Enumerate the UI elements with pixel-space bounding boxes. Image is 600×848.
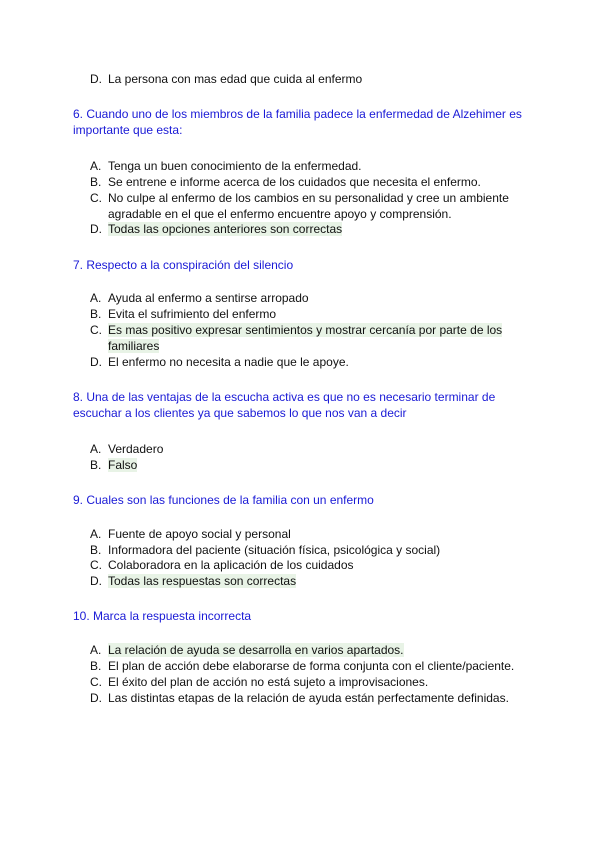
option-text: El enfermo no necesita a nadie que le apoye. [108,355,349,369]
option-text: Ayuda al enfermo a sentirse arropado [108,291,309,305]
option-text: Todas las respuestas son correctas [108,574,297,588]
option-text: Informadora del paciente (situación física, psicológica y social) [108,543,441,557]
option-text: El éxito del plan de acción no está sujeto a improvisaciones. [108,675,429,689]
option-text: Se entrene e informe acerca de los cuidados que necesita el enfermo. [108,175,481,189]
question-7: 7. Respecto a la conspiración del silencio [73,258,294,272]
option-text: No culpe al enfermo de los cambios en su personalidad y cree un ambiente agradable en el que el enfermo encuentre apoyo y comprensión. [108,191,509,221]
option-letter: A. [90,643,102,657]
option-text: Es mas positivo expresar sentimientos y mostrar cercanía por parte de los familiares [108,323,503,353]
option-letter: C. [90,323,102,337]
option-letter: B. [90,175,102,189]
option-text: El plan de acción debe elaborarse de forma conjunta con el cliente/paciente. [108,659,515,673]
option-letter: D. [90,355,102,369]
option-text: Colaboradora en la aplicación de los cuidados [108,558,354,572]
option-letter: D. [90,691,102,705]
option-text: Evita el sufrimiento del enfermo [108,307,277,321]
option-text: Verdadero [108,442,164,456]
option-letter: C. [90,558,102,572]
question-10: 10. Marca la respuesta incorrecta [73,609,252,623]
option-letter: A. [90,442,102,456]
option-letter: A. [90,291,102,305]
option-letter: B. [90,543,102,557]
option-letter: B. [90,458,102,472]
option-text: La persona con mas edad que cuida al enfermo [108,72,363,86]
option-letter: D. [90,222,102,236]
option-letter: B. [90,659,102,673]
question-9: 9. Cuales son las funciones de la familia con un enfermo [73,493,374,507]
option-letter: C. [90,675,102,689]
option-letter: C. [90,191,102,205]
option-letter: A. [90,527,102,541]
option-text: Las distintas etapas de la relación de ayuda están perfectamente definidas. [108,691,509,705]
option-letter: A. [90,159,102,173]
option-text: Todas las opciones anteriores son correctas [108,222,343,236]
question-6: 6. Cuando uno de los miembros de la familia padece la enfermedad de Alzehimer es importante que esta: [73,107,522,137]
option-text: La relación de ayuda se desarrolla en varios apartados. [108,643,404,657]
option-letter: D. [90,574,102,588]
option-text: Tenga un buen conocimiento de la enfermedad. [108,159,362,173]
option-letter: B. [90,307,102,321]
question-8: 8. Una de las ventajas de la escucha activa es que no es necesario terminar de escuchar a los clientes ya que sabemos lo que nos van a decir [73,390,496,420]
option-letter: D. [90,72,102,86]
option-text: Fuente de apoyo social y personal [108,527,291,541]
option-text: Falso [108,458,138,472]
